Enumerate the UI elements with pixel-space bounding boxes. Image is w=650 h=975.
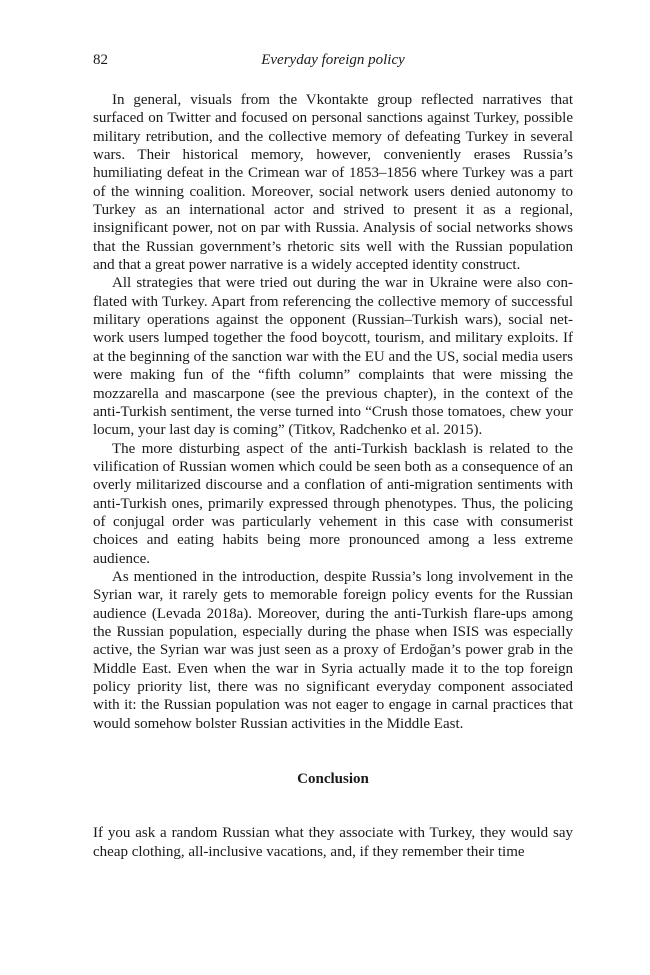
conclusion-paragraph: If you ask a random Russian what they associate with Turkey, they would say cheap clothing, all-inclusive vacations, and, if they remember their time bbox=[93, 825, 573, 860]
running-head: Everyday foreign policy bbox=[261, 52, 405, 68]
paragraph-4: As mentioned in the introduction, despite Russia’s long involvement in the Syrian war, it rarely gets to memorable foreign policy events for the Russian audience (Levada 2018a). Moreover, during the anti-Turkish flare-ups among the Russian population, especially during the phase when ISIS was especially active, the Syrian war was just seen as a proxy of Erdoğan’s power grab in the Middle East. Even when the war in Syria actually made it to the top foreign policy priority list, there was no significant everyday component associated with it: the Russian population was not eager to engage in carnal practices that would somehow bolster Russian activities in the Middle East. bbox=[93, 568, 573, 732]
page-number: 82 bbox=[93, 52, 108, 68]
paragraph-3: The more disturbing aspect of the anti-Turkish backlash is related to the vilification of Russian women which could be seen both as a consequence of an overly militarized discourse and a conflation of anti-migration sentiments with anti-Turkish ones, primarily expressed through phenotypes. Thus, the policing of conjugal order was particularly vehement in this case with consumerist choices and eating habits being more pronounced among a less extreme audience. bbox=[93, 440, 573, 567]
section-heading: Conclusion bbox=[297, 771, 369, 788]
page-header bbox=[93, 52, 573, 74]
paragraph-1: In general, visuals from the Vkontakte group reflected narratives that surfaced on Twitter and focused on personal sanctions against Turkey, possible military retribution, and the collective memory of defeating Turkey in several wars. Their historical memory, however, conveniently erases Russia’s humiliating defeat in the Crimean war of 1853–1856 where Turkey was a part of the winning coalition. Moreover, social network users denied autonomy to Turkey as an international actor and strived to present it as a regional, insignificant power, not on par with Russia. Analysis of social networks shows that the Russian government’s rhetoric sits well with the Russian population and that a great power narrative is a widely accepted identity construct. bbox=[93, 92, 573, 274]
paragraph-2: All strategies that were tried out during the war in Ukraine were also conflated with Turkey. Apart from referencing the collective memory of successful military operations against the opponent (Russian–Turkish wars), social network users lumped together the food boycott, tourism, and military exploits. If at the beginning of the sanction war with the EU and the US, social media users were making fun of the “fifth column” complaints that were missing the mozzarella and mascarpone (see the previous chapter), in the context of the anti-Turkish sentiment, the verse turned into “Crush those tomatoes, chew your locum, your last day is coming” (Titkov, Radchenko et al. 2015). bbox=[93, 275, 573, 439]
body-text bbox=[93, 91, 573, 861]
